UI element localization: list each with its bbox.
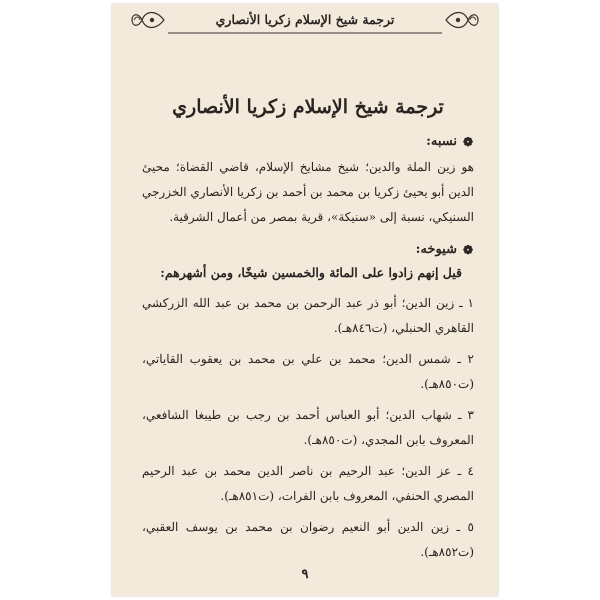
page-content <box>142 96 474 571</box>
flower-bullet-icon: ❁ <box>462 242 474 257</box>
page-number: ٩ <box>301 567 309 582</box>
lineage-text: هو زين الملة والدين؛ شيخ مشايخ الإسلام، قاضي القضاة؛ محيئ الدين أبو يحيئ زكريا بن محمد بن أحمد بن زكريا الأنصاري الخزرجي السنيكي، نسبة إلى «سنيكة»، قرية بمصر من أعمال الشرقية. <box>142 160 474 224</box>
page-header <box>112 6 498 36</box>
teacher-entry: ٢ ـ شمس الدين؛ محمد بن علي بن محمد بن يعقوب القاياتي، (ت٨٥٠هـ). <box>142 352 474 391</box>
lineage-heading-text: نسبه: <box>426 134 457 149</box>
teacher-entry: ١ ـ زين الدين؛ أبو ذر عبد الرحمن بن محمد بن عبد الله الزركشي القاهري الحنبلي، (ت٨٤٦هـ). <box>142 296 474 335</box>
running-title: ترجمة شيخ الإسلام زكريا الأنصاري <box>215 12 395 27</box>
flower-bullet-icon: ❁ <box>462 134 474 149</box>
teacher-entry: ٥ ـ زين الدين أبو النعيم رضوان بن محمد بن يوسف العقبي، (ت٨٥٢هـ). <box>142 520 474 559</box>
lineage-heading <box>142 134 474 149</box>
teachers-heading-text: شيوخه: <box>415 242 457 257</box>
book-page <box>112 4 498 596</box>
teachers-heading <box>142 242 474 257</box>
header-rule <box>112 6 498 36</box>
teacher-entry: ٤ ـ عز الدين؛ عبد الرحيم بن ناصر الدين محمد بن عبد الرحيم المصري الحنفي، المعروف بابن الفرات، (ت٨٥١هـ). <box>142 464 474 503</box>
teacher-entry: ٣ ـ شهاب الدين؛ أبو العباس أحمد بن رجب بن طيبغا الشافعي، المعروف بابن المجدي، (ت٨٥٠هـ). <box>142 408 474 447</box>
teachers-intro: قيل إنهم زادوا على المائة والخمسين شيخًا، ومن أشهرهم: <box>160 265 462 280</box>
chapter-title: ترجمة شيخ الإسلام زكريا الأنصاري <box>172 96 444 118</box>
